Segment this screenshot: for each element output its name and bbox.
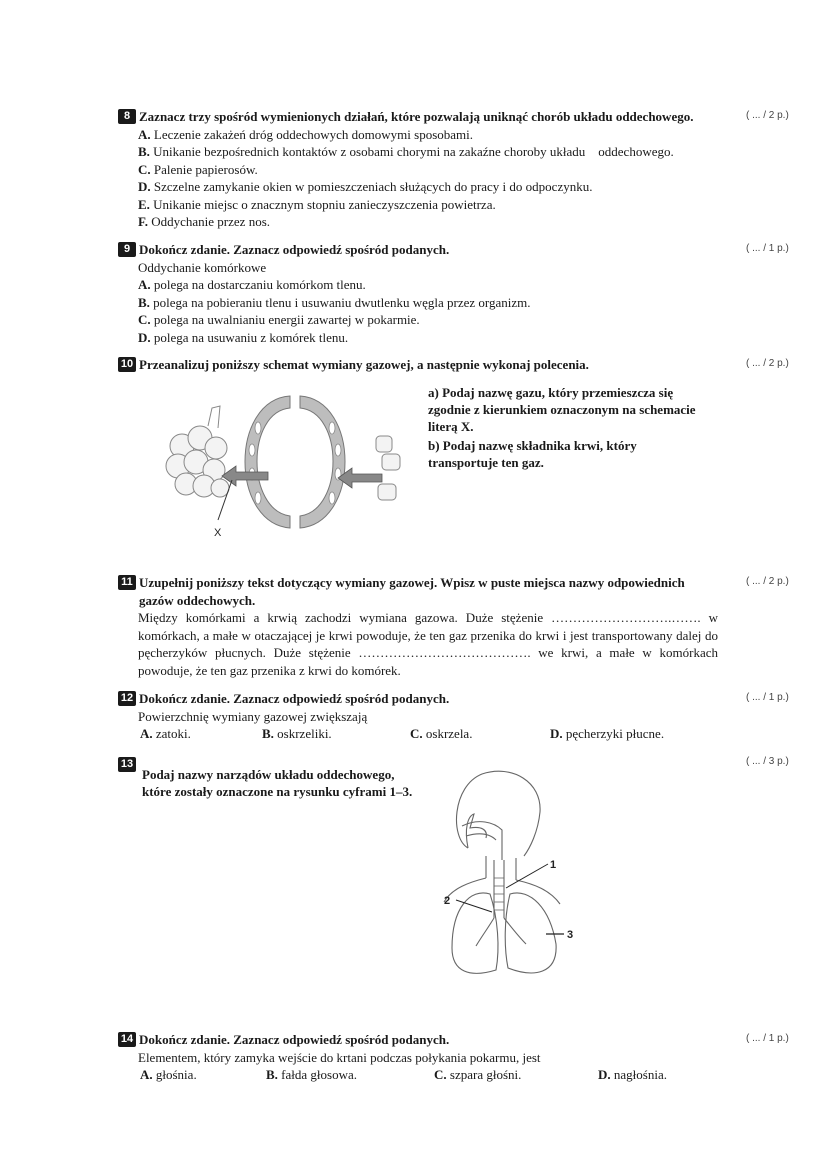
task-a: a) Podaj nazwę gazu, który przemieszcza się zgodnie z kierunkiem oznaczonym na schemacie literą X. [428, 385, 696, 434]
respiratory-system-diagram [430, 768, 590, 990]
answer-option[interactable]: C. polega na uwalnianiu energii zawartej w pokarmie. [138, 312, 420, 327]
points-label: ( ... / 1 p.) [746, 1033, 789, 1044]
answer-option[interactable]: B. oskrzeliki. [262, 726, 332, 741]
points-label: ( ... / 2 p.) [746, 358, 789, 369]
answer-option[interactable]: D. pęcherzyki płucne. [550, 726, 665, 741]
question-13 [118, 754, 139, 772]
answer-option[interactable]: B. Unikanie bezpośrednich kontaktów z osobami chorymi na zakaźne choroby układu oddechowego. [138, 144, 674, 159]
question-11 [118, 574, 718, 679]
points-label: ( ... / 2 p.) [746, 576, 789, 587]
question-title: Przeanalizuj poniższy schemat wymiany gazowej, a następnie wykonaj polecenia. [139, 357, 589, 372]
answer-option[interactable]: C. oskrzela. [410, 726, 473, 741]
question-title: Dokończ zdanie. Zaznacz odpowiedź spośród podanych. [139, 691, 450, 706]
question-12 [118, 690, 718, 743]
answer-option[interactable]: C. szpara głośni. [434, 1067, 522, 1082]
points-label: ( ... / 1 p.) [746, 243, 789, 254]
question-10 [118, 356, 718, 374]
question-stem: Oddychanie komórkowe [138, 259, 267, 275]
answer-option[interactable]: A. głośnia. [140, 1067, 197, 1082]
question-title: Podaj nazwy narządów układu oddechowego, które zostały oznaczone na rysunku cyframi 1–3. [142, 767, 413, 799]
answer-option[interactable]: F. Oddychanie przez nos. [138, 214, 271, 229]
answer-option[interactable]: B. polega na pobieraniu tlenu i usuwaniu dwutlenku węgla przez organizm. [138, 294, 531, 310]
question-number: 13 [118, 757, 136, 772]
points-label: ( ... / 2 p.) [746, 110, 789, 121]
answer-option[interactable]: A. Leczenie zakażeń dróg oddechowych domowymi sposobami. [138, 126, 474, 142]
question-number: 8 [118, 109, 136, 124]
answer-option[interactable]: C. Palenie papierosów. [138, 161, 258, 177]
question-number: 14 [118, 1032, 136, 1047]
answer-option[interactable]: A. polega na dostarczaniu komórkom tlenu. [138, 277, 366, 292]
question-stem: Elementem, który zamyka wejście do krtani podczas połykania pokarmu, jest [138, 1049, 541, 1065]
answer-option[interactable]: E. Unikanie miejsc o znacznym stopniu zanieczyszczenia powietrza. [138, 196, 496, 212]
question-14 [118, 1031, 718, 1084]
question-number: 9 [118, 242, 136, 257]
question-number: 11 [118, 575, 136, 590]
points-label: ( ... / 1 p.) [746, 692, 789, 703]
diagram-label-3: 3 [567, 929, 574, 941]
gas-exchange-diagram [160, 388, 420, 548]
question-title: Zaznacz trzy spośród wymienionych działań, które pozwalają uniknąć chorób układu oddechowego. [139, 109, 694, 124]
points-label: ( ... / 3 p.) [746, 756, 789, 767]
diagram-label-1: 1 [550, 859, 557, 871]
answer-option[interactable]: B. fałda głosowa. [266, 1067, 357, 1082]
question-title: Uzupełnij poniższy tekst dotyczący wymiany gazowej. Wpisz w puste miejsca nazwy odpowiednich gazów oddechowych. [139, 575, 685, 608]
question-title: Dokończ zdanie. Zaznacz odpowiedź spośród podanych. [139, 242, 450, 257]
answer-option[interactable]: D. polega na usuwaniu z komórek tlenu. [138, 329, 349, 345]
question-number: 12 [118, 691, 136, 706]
diagram-label-x: X [214, 527, 222, 539]
question-stem: Powierzchnię wymiany gazowej zwiększają [138, 708, 368, 724]
task-b: b) Podaj nazwę składnika krwi, który transportuje ten gaz. [428, 438, 637, 470]
fill-in-text: Między komórkami a krwią zachodzi wymiana gazowa. Duże stężenie ……………………….……. w komórkach, a małe w otaczającej je krwi powoduje, że ten gaz przenika do krwi i jest transportowany dalej do pęcherzyków płucnych. Duże stężenie …………………………………. we krwi, a małe w komórkach powoduje, że ten gaz przenika z krwi do komórek. [138, 610, 718, 678]
question-title: Dokończ zdanie. Zaznacz odpowiedź spośród podanych. [139, 1032, 450, 1047]
question-8 [118, 108, 718, 231]
question-9 [118, 241, 718, 346]
diagram-label-2: 2 [444, 895, 451, 907]
answer-option[interactable]: D. Szczelne zamykanie okien w pomieszczeniach służących do pracy i do odpoczynku. [138, 179, 593, 194]
answer-option[interactable]: D. nagłośnia. [598, 1067, 667, 1082]
question-number: 10 [118, 357, 136, 372]
answer-option[interactable]: A. zatoki. [140, 726, 191, 741]
